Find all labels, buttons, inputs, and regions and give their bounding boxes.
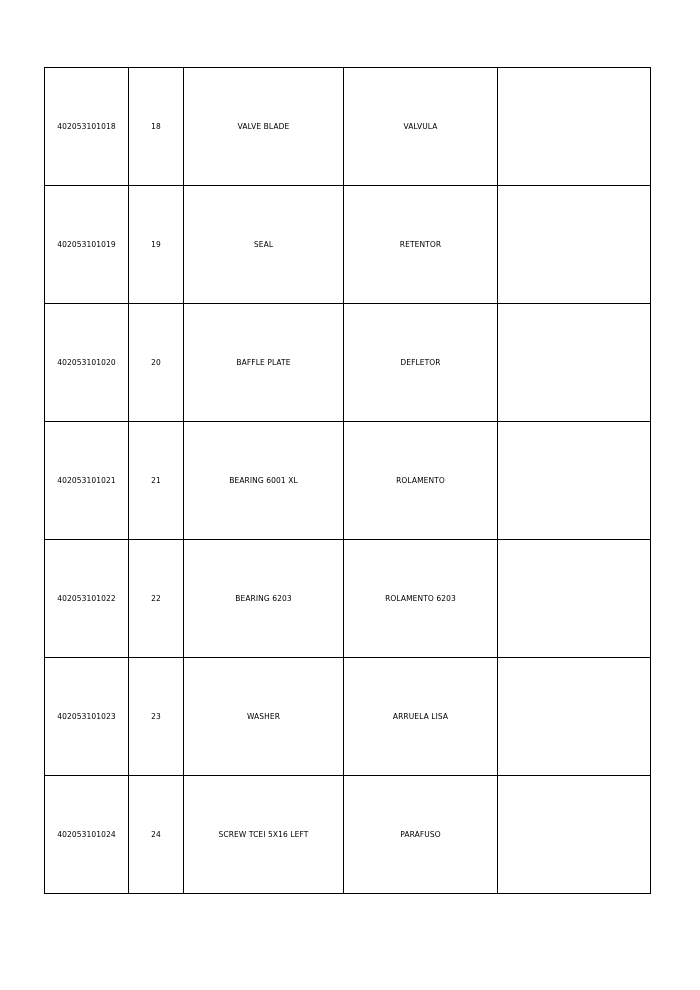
description-pt-cell: ARRUELA LISA [344,658,498,776]
extra-cell [498,186,651,304]
description-en-cell: WASHER [184,658,344,776]
item-number-cell: 19 [129,186,184,304]
extra-cell [498,68,651,186]
parts-table-body [45,68,651,894]
item-number-cell: 22 [129,540,184,658]
description-pt-cell: ROLAMENTO 6203 [344,540,498,658]
description-pt-cell: VALVULA [344,68,498,186]
table-row [45,304,651,422]
part-code-cell: 402053101020 [45,304,129,422]
extra-cell [498,776,651,894]
extra-cell [498,658,651,776]
extra-cell [498,304,651,422]
extra-cell [498,540,651,658]
table-row [45,540,651,658]
table-row [45,776,651,894]
part-code-cell: 402053101022 [45,540,129,658]
table-row [45,68,651,186]
item-number-cell: 20 [129,304,184,422]
description-pt-cell: RETENTOR [344,186,498,304]
description-en-cell: VALVE BLADE [184,68,344,186]
description-en-cell: BEARING 6203 [184,540,344,658]
item-number-cell: 21 [129,422,184,540]
item-number-cell: 23 [129,658,184,776]
description-en-cell: BEARING 6001 XL [184,422,344,540]
item-number-cell: 18 [129,68,184,186]
description-pt-cell: DEFLETOR [344,304,498,422]
table-row [45,422,651,540]
part-code-cell: 402053101023 [45,658,129,776]
description-pt-cell: ROLAMENTO [344,422,498,540]
description-en-cell: BAFFLE PLATE [184,304,344,422]
item-number-cell: 24 [129,776,184,894]
extra-cell [498,422,651,540]
description-en-cell: SEAL [184,186,344,304]
part-code-cell: 402053101019 [45,186,129,304]
part-code-cell: 402053101021 [45,422,129,540]
parts-table [44,67,651,894]
part-code-cell: 402053101024 [45,776,129,894]
description-en-cell: SCREW TCEI 5X16 LEFT [184,776,344,894]
table-row [45,186,651,304]
part-code-cell: 402053101018 [45,68,129,186]
description-pt-cell: PARAFUSO [344,776,498,894]
table-row [45,658,651,776]
